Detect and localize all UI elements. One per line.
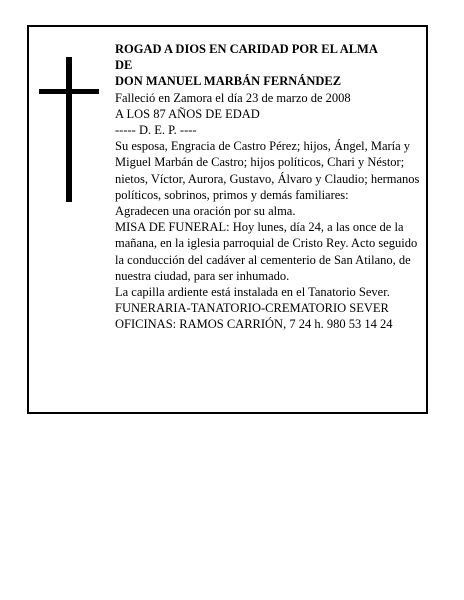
funeral-home: FUNERARIA-TANATORIO-CREMATORIO SEVER: [115, 301, 389, 316]
heading-line-1: ROGAD A DIOS EN CARIDAD POR EL ALMA: [115, 42, 378, 56]
rip-line: ----- D. E. P. ----: [115, 123, 197, 138]
deceased-name: DON MANUEL MARBÁN FERNÁNDEZ: [115, 74, 342, 89]
chapel-info: La capilla ardiente está instalada en el Tanatorio Sever.: [115, 285, 390, 300]
family-paragraph: Su esposa, Engracia de Castro Pérez; hijos, Ángel, María y Miguel Marbán de Castro; hijos políticos, Chari y Néstor; nietos, Víctor, Aurora, Gustavo, Álvaro y Claudio; hermanos políticos, sobrinos, primos y demás familiares:: [115, 139, 420, 202]
offices-info: OFICINAS: RAMOS CARRIÓN, 7 24 h. 980 53 14 24: [115, 317, 393, 332]
age-line: A LOS 87 AÑOS DE EDAD: [115, 106, 260, 121]
death-info: Falleció en Zamora el día 23 de marzo de 2008: [115, 90, 351, 105]
mass-info: MISA DE FUNERAL: Hoy lunes, día 24, a las once de la mañana, en la iglesia parroquial de Cristo Rey. Acto seguido la conducción del cadáver al cementerio de San Atilano, de nuestra ciudad, para ser inhumado.: [115, 220, 418, 283]
cross-icon: [39, 57, 99, 202]
heading-line-2: DE: [115, 58, 133, 73]
obituary-text: [115, 41, 425, 333]
cross-vertical-bar: [66, 57, 72, 202]
prayer-request: Agradecen una oración por su alma.: [115, 204, 296, 219]
cross-horizontal-bar: [39, 89, 99, 94]
obituary-notice: [27, 25, 428, 414]
